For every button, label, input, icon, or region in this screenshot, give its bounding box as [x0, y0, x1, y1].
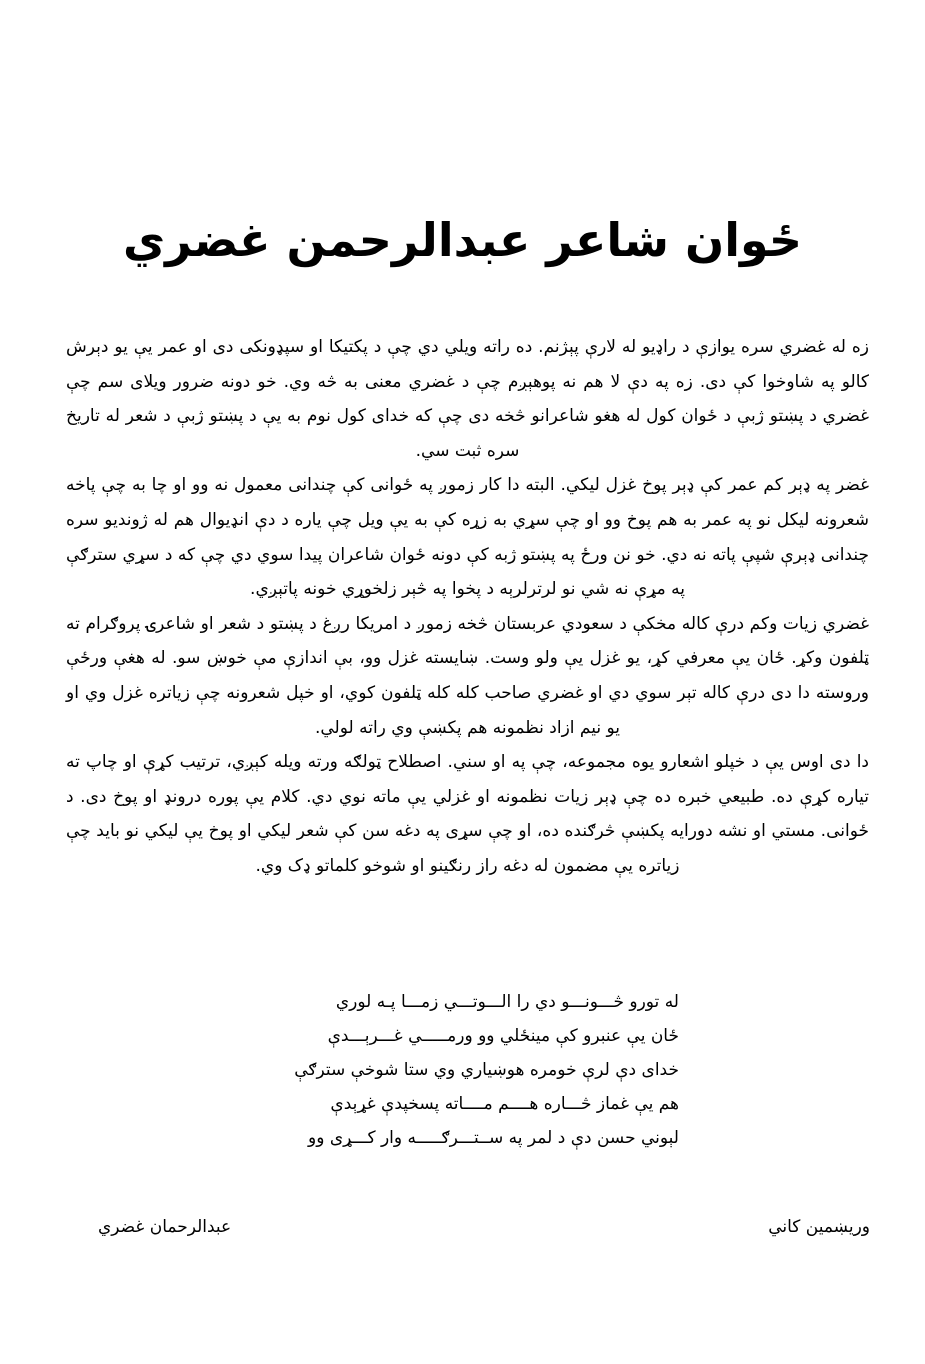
- author-signature: وريښمين کاني: [768, 1217, 870, 1237]
- paragraph: غضري زيات وکم درې کاله مخکې د سعودي عربستان څخه زموږ د امريکا رږغ د پښتو د شعر او شاعرۍ پروګرام ته ټلفون وکړ. ځان يې معرفي کړ، يو غزل يې ولو وست. ښايسته غزل وو، بې اندازې مې خوښ سو. له هغې ورځې وروسته دا دی درې کاله تېر سوي دي او غضري صاحب کله کله ټلفون کوي، او خپل شعرونه چې زياتره غزل وي او يو نيم ازاد نظمونه هم پکښې وي راته لولي.: [66, 613, 869, 738]
- paragraph: زه له غضري سره يوازې د راډيو له لارې پېژنم. ده راته ويلي دي چې د پکتيکا او سپډونکی دی او عمر يې يو دېرش کالو په شاوخوا کې دی. زه په دې لا هم نه پوهېږم چې د غضري معنی به څه وي. خو دونه ضرور ويلای سم چې غضري د پښتو ژبې د ځوان کول له هغو شاعرانو څخه دی چې که خدای کول نوم به يې د پښتو ژبې د شعر له تاريخ سره ثبت سي.: [66, 337, 869, 461]
- poem-line: خدای دې لرې خومره هوښياري وي ستا شوخې سترګې: [294, 1060, 679, 1080]
- introduction-text: [66, 330, 869, 884]
- page-title: ځوان شاعر عبدالرحمن غضري: [123, 213, 802, 267]
- poem-line: هم يې غماز څـــاره هــــم مــــاته پسخپدې غړېدې: [330, 1094, 679, 1114]
- poem-line: ځان يې عنبرو کې مينځلي وو ورمـــــي غـــرېـــدې: [327, 1026, 679, 1046]
- poem-line: له تورو څـــونـــو دي را الـــوتـــي زمـــا پـه لوري: [335, 992, 679, 1012]
- poet-signature: عبدالرحمان غضري: [98, 1217, 232, 1237]
- paragraph: غضر په ډېر کم عمر کې ډېر پوخ غزل ليکي. البته دا کار زموږ په ځوانی کې چندانی معمول نه وو او چا به چې پاخه شعرونه ليکل نو په عمر به هم پوخ وو او چې سړي به زړه کې به يې ويل چې ياره د دې انډيوال هم له ژونديو سره چندانی ډېرې شپې پاته نه دي. خو نن ورځ په پښتو ژبه کې دونه ځوان شاعران پيدا سوي دي چې که د سړي سترګې په مړې نه شي نو لرترلرېه د پخوا په څېر زلخوړي خونه پاتېږي.: [66, 475, 869, 600]
- paragraph: دا دی اوس يې د خپلو اشعارو يوه مجموعه، چې په او سني. اصطلاح ټولګه ورته ويله کېږي، ترتيب کړې او چاپ ته تياره کړې ده. طبيعي خبره ده چې ډېر زيات نظمونه او غزلي يې ماته نوي دي. کلام يې پوره درونډ او پوخ دی. د ځوانی. مستي او نشه دورايه پکښې څرګنده ده، او چې سړی په دغه سن کې شعر ليکي او پوخ يې ليکي نو بايد چې زياتره يې مضمون له دغه راز رنګينو او شوخو کلماتو ډک وي.: [66, 752, 869, 876]
- poem-line: لېوني حسن دې د لمر په ســتـــرګـــــه وار کـــړی وو: [308, 1128, 679, 1148]
- poem-excerpt: [239, 985, 679, 1155]
